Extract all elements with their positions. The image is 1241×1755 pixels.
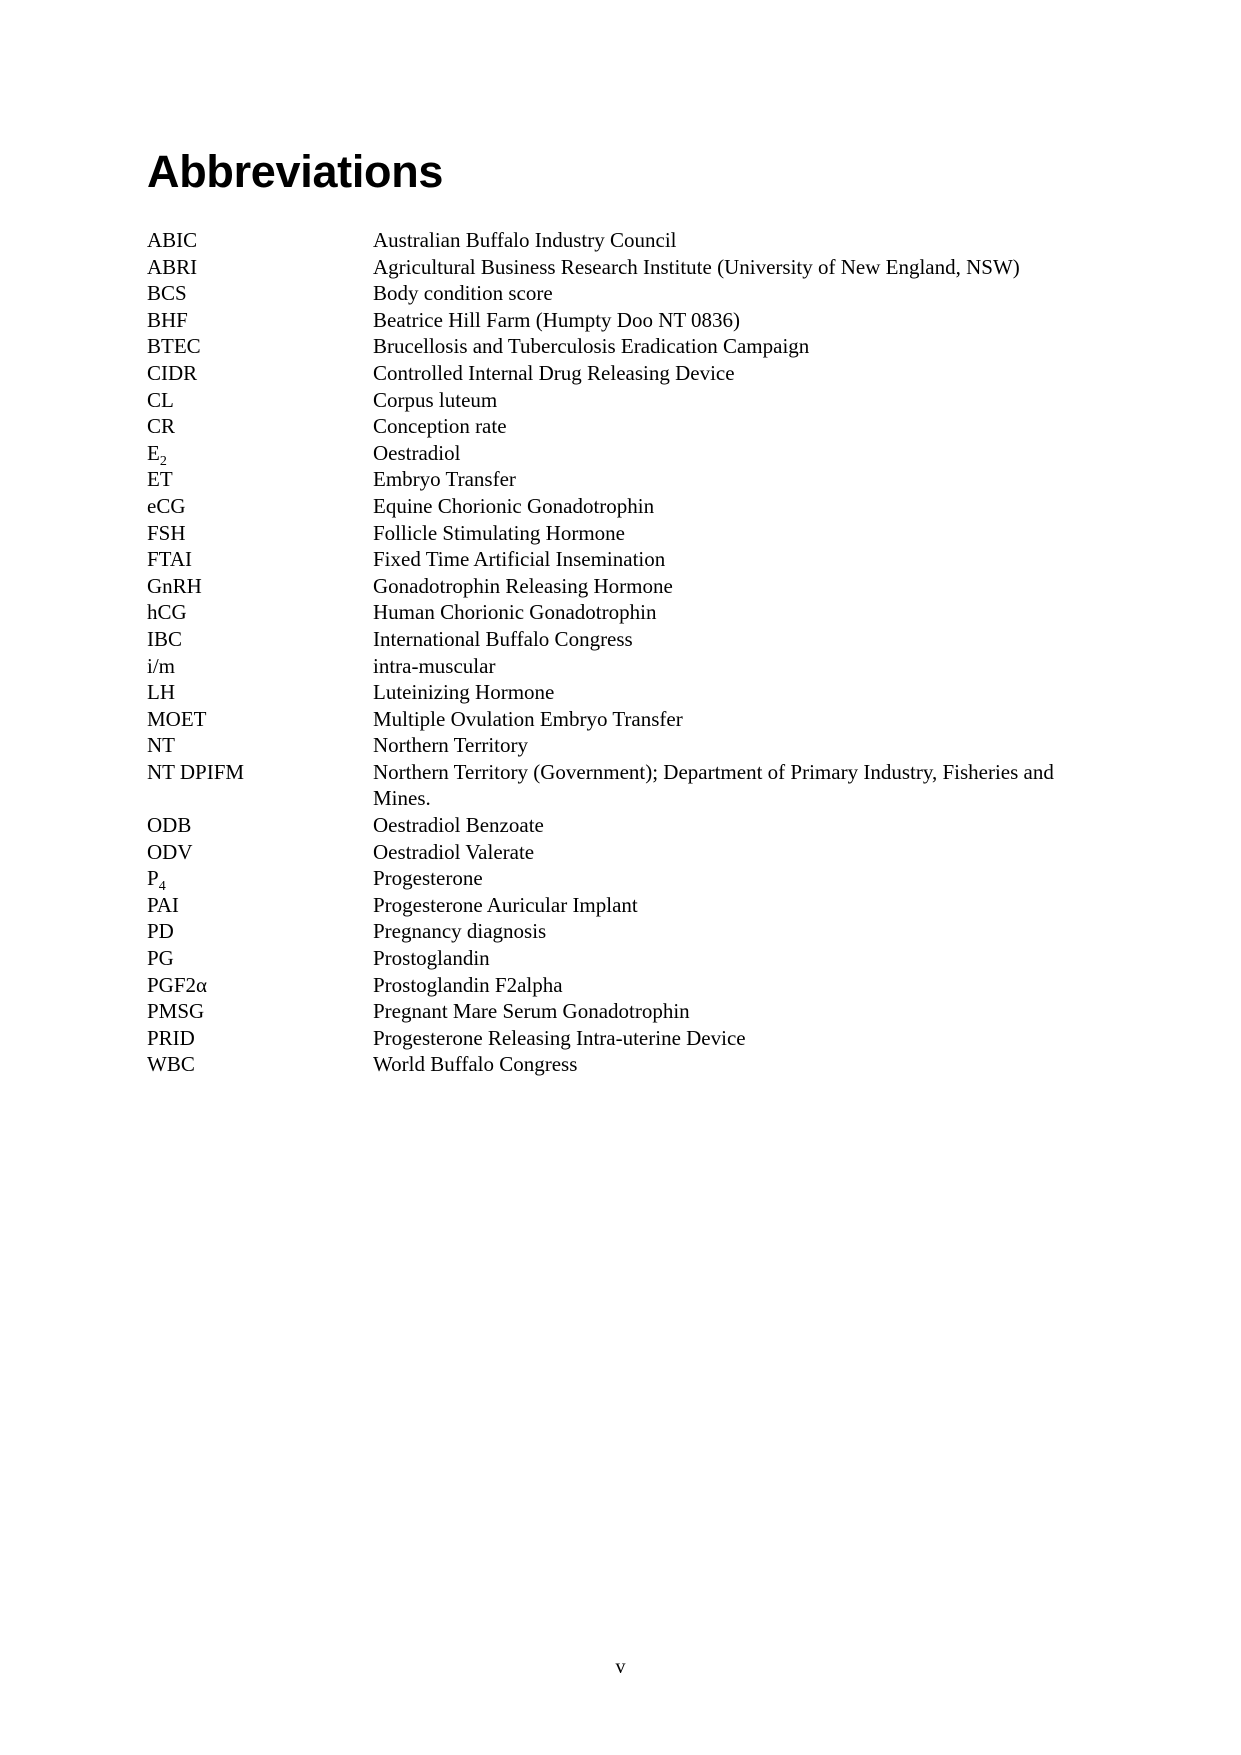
abbreviation-term-text: NT DPIFM <box>147 759 245 784</box>
abbreviation-term <box>147 466 373 493</box>
abbreviation-definition: Oestradiol Benzoate <box>373 813 544 838</box>
abbreviation-definition: Pregnancy diagnosis <box>373 919 547 944</box>
abbreviation-row <box>147 626 1107 653</box>
abbreviation-term-text: CR <box>147 414 176 439</box>
abbreviation-term-text: PD <box>147 919 174 944</box>
abbreviation-definition: Luteinizing Hormone <box>373 680 555 705</box>
abbreviation-term <box>147 1025 373 1052</box>
abbreviation-definition: Northern Territory <box>373 733 529 758</box>
abbreviation-row <box>147 839 1107 866</box>
abbreviation-definition: intra-muscular <box>373 653 496 678</box>
abbreviation-row <box>147 227 1107 254</box>
abbreviation-definition: World Buffalo Congress <box>373 1052 578 1077</box>
abbreviation-term <box>147 892 373 919</box>
abbreviation-term-text: i/m <box>147 653 176 678</box>
abbreviation-row <box>147 307 1107 334</box>
abbreviation-row <box>147 945 1107 972</box>
abbreviation-term <box>147 520 373 547</box>
abbreviation-row <box>147 466 1107 493</box>
abbreviation-term <box>147 1051 373 1078</box>
abbreviation-row <box>147 440 1107 467</box>
abbreviation-term-text: LH <box>147 680 175 705</box>
abbreviation-term <box>147 280 373 307</box>
abbreviation-term <box>147 945 373 972</box>
abbreviation-term-text: hCG <box>147 600 187 625</box>
abbreviation-term-text: ET <box>147 467 173 492</box>
abbreviation-definition: Conception rate <box>373 414 507 439</box>
abbreviation-term <box>147 413 373 440</box>
abbreviation-term <box>147 918 373 945</box>
abbreviation-definition: Oestradiol Valerate <box>373 839 535 864</box>
abbreviation-row <box>147 360 1107 387</box>
abbreviation-term-text: ODV <box>147 839 193 864</box>
abbreviation-definition: Equine Chorionic Gonadotrophin <box>373 493 655 518</box>
abbreviation-definition: Corpus luteum <box>373 387 498 412</box>
abbreviation-definition: Follicle Stimulating Hormone <box>373 520 625 545</box>
abbreviation-term-text: PGF2α <box>147 972 208 997</box>
abbreviation-term-text: BCS <box>147 281 187 306</box>
abbreviation-definition: Pregnant Mare Serum Gonadotrophin <box>373 999 690 1024</box>
abbreviation-term-text: IBC <box>147 626 183 651</box>
abbreviation-term <box>147 653 373 680</box>
abbreviation-term <box>147 626 373 653</box>
abbreviation-term-subscript: 4 <box>158 879 166 895</box>
abbreviation-row <box>147 706 1107 733</box>
abbreviation-term <box>147 865 373 895</box>
abbreviation-definition: Controlled Internal Drug Releasing Device <box>373 360 735 385</box>
abbreviation-definition: Australian Buffalo Industry Council <box>373 228 677 252</box>
abbreviation-row <box>147 1025 1107 1052</box>
abbreviation-term <box>147 972 373 999</box>
abbreviation-term <box>147 732 373 759</box>
abbreviation-definition: Oestradiol <box>373 440 461 465</box>
abbreviation-definition: Progesterone Auricular Implant <box>373 892 638 917</box>
abbreviation-term <box>147 493 373 520</box>
abbreviation-row <box>147 280 1107 307</box>
abbreviation-list <box>147 227 1107 1078</box>
abbreviation-definition: Fixed Time Artificial Insemination <box>373 547 666 572</box>
abbreviation-definition: Embryo Transfer <box>373 467 516 492</box>
abbreviation-definition: Brucellosis and Tuberculosis Eradication Campaign <box>373 334 810 359</box>
abbreviation-row <box>147 413 1107 440</box>
abbreviation-row <box>147 812 1107 839</box>
abbreviation-row <box>147 998 1107 1025</box>
abbreviation-row <box>147 1051 1107 1078</box>
abbreviation-term-text: ABRI <box>147 254 198 279</box>
abbreviation-term-text: PMSG <box>147 999 205 1024</box>
abbreviation-row <box>147 387 1107 414</box>
abbreviation-term-text: PRID <box>147 1025 195 1050</box>
abbreviation-definition: Agricultural Business Research Institute (University of New England, NSW) <box>373 254 1020 279</box>
abbreviation-term-text: ABIC <box>147 228 198 252</box>
abbreviation-term <box>147 227 373 254</box>
abbreviation-definition: Gonadotrophin Releasing Hormone <box>373 573 673 598</box>
abbreviation-row <box>147 573 1107 600</box>
abbreviation-term-text: BTEC <box>147 334 201 359</box>
abbreviation-term <box>147 546 373 573</box>
abbreviation-term <box>147 679 373 706</box>
abbreviation-definition: Multiple Ovulation Embryo Transfer <box>373 706 683 731</box>
abbreviation-definition: Progesterone <box>373 866 483 891</box>
abbreviation-term-text: ODB <box>147 813 192 838</box>
abbreviation-row <box>147 972 1107 999</box>
abbreviation-row <box>147 865 1107 895</box>
abbreviation-term <box>147 333 373 360</box>
abbreviation-term-text: NT <box>147 733 175 758</box>
abbreviation-definition: Prostoglandin F2alpha <box>373 972 563 997</box>
abbreviation-term-text: FSH <box>147 520 186 545</box>
abbreviation-term-text: P <box>147 866 159 891</box>
abbreviation-definition: Beatrice Hill Farm (Humpty Doo NT 0836) <box>373 307 741 332</box>
abbreviation-term <box>147 440 373 467</box>
abbreviation-term-text: GnRH <box>147 573 202 598</box>
abbreviation-row <box>147 333 1107 360</box>
abbreviation-term-text: FTAI <box>147 547 192 572</box>
abbreviation-term-text: E <box>147 440 160 465</box>
page-number: v <box>615 1656 626 1678</box>
abbreviation-term-text: CIDR <box>147 360 198 385</box>
abbreviation-term-text: BHF <box>147 307 188 332</box>
abbreviation-row <box>147 918 1107 945</box>
abbreviation-term-subscript: 2 <box>159 453 167 469</box>
abbreviation-row <box>147 493 1107 520</box>
abbreviation-row <box>147 732 1107 759</box>
abbreviation-row <box>147 892 1107 919</box>
abbreviation-term <box>147 706 373 733</box>
abbreviation-definition: Northern Territory (Government); Department of Primary Industry, Fisheries and Mines. <box>373 759 1054 811</box>
abbreviation-term <box>147 759 373 786</box>
abbreviation-term <box>147 360 373 387</box>
abbreviation-definition: Prostoglandin <box>373 946 490 971</box>
abbreviation-term-text: PG <box>147 946 174 971</box>
abbreviation-term <box>147 998 373 1025</box>
abbreviation-row <box>147 254 1107 281</box>
abbreviation-row <box>147 546 1107 573</box>
abbreviation-row <box>147 599 1107 626</box>
abbreviation-term <box>147 839 373 866</box>
abbreviation-definition: Body condition score <box>373 281 553 306</box>
abbreviation-term-text: PAI <box>147 892 179 917</box>
abbreviation-row <box>147 653 1107 680</box>
abbreviation-term-text: WBC <box>147 1052 195 1077</box>
abbreviation-definition: Progesterone Releasing Intra-uterine Device <box>373 1025 746 1050</box>
abbreviation-term <box>147 387 373 414</box>
abbreviation-definition: Human Chorionic Gonadotrophin <box>373 600 657 625</box>
abbreviation-term <box>147 307 373 334</box>
abbreviation-row <box>147 520 1107 547</box>
abbreviation-row <box>147 679 1107 706</box>
abbreviation-term <box>147 812 373 839</box>
abbreviation-term <box>147 254 373 281</box>
abbreviation-row <box>147 759 1107 812</box>
abbreviation-definition: International Buffalo Congress <box>373 626 633 651</box>
abbreviation-term <box>147 573 373 600</box>
abbreviation-term <box>147 599 373 626</box>
abbreviation-term-text: eCG <box>147 493 186 518</box>
abbreviation-term-text: MOET <box>147 706 207 731</box>
abbreviation-term-text: CL <box>147 387 174 412</box>
page-title: Abbreviations <box>147 146 444 197</box>
